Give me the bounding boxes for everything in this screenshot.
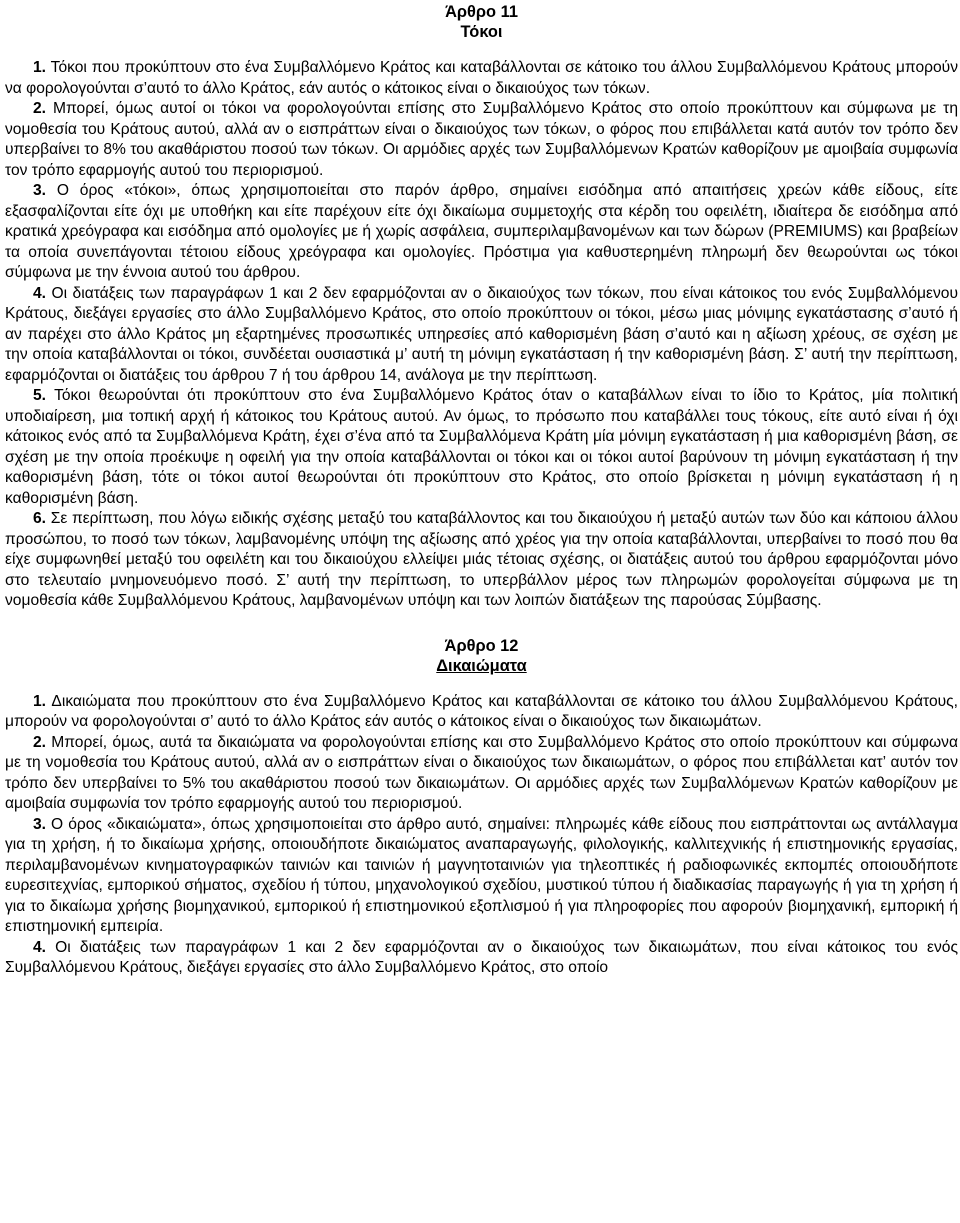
paragraph-number: 4. [33, 284, 47, 302]
article-11-paragraph-5 [5, 386, 958, 509]
paragraph-text: Τόκοι θεωρούνται ότι προκύπτουν στο ένα Συμβαλλόμενο Κράτος όταν ο καταβάλλων είναι το ίδιο το Κράτος, μία πολιτική υποδιαίρεση, μια τοπική αρχή ή κάτοικος του Κράτους αυτού. Αν όμως, το πρόσωπο που καταβάλλει τους τόκους, είτε αυτό είναι ή όχι κάτοικος ενός από τα Συμβαλλόμενα Κράτη, έχει σ’ένα από τα Συμβαλλόμενα Κράτη μία μόνιμη εγκατάσταση ή μια καθορισμένη βάση, σε σχέση με την οποία προέκυψε η οφειλή για την οποία καταβάλλονται οι τόκοι και οι τόκοι αυτοί βαρύνουν τη μόνιμη εγκατάσταση ή την καθορισμένη βάση, τότε οι τόκοι αυτοί θεωρούνται ότι προκύπτουν στο Κράτος, στο οποίο βρίσκεται η μόνιμη εγκατάσταση ή η καθορισμένη βάση. [5, 387, 958, 507]
paragraph-text: Ο όρος «τόκοι», όπως χρησιμοποιείται στο παρόν άρθρο, σημαίνει εισόδημα από απαιτήσεις χρεών κάθε είδους, είτε εξασφαλίζονται είτε όχι με υποθήκη και είτε παρέχουν είτε όχι δικαίωμα συμμετοχής στα κέρδη του οφειλέτη, ιδιαίτερα δε εισόδημα από κρατικά χρεόγραφα και εισόδημα από ομολογίες με ή χωρίς ασφάλεια, συμπεριλαμβανομένων και των δώρων (PREMIUMS) και βραβείων τα οποία συνεπάγονται τέτοιου είδους χρεόγραφα και ομολογίες. Πρόστιμα για καθυστερημένη πληρωμή δεν θεωρούνται ως τόκοι σύμφωνα με την έννοια αυτού του άρθρου. [5, 182, 958, 281]
paragraph-text: Τόκοι που προκύπτουν στο ένα Συμβαλλόμενο Κράτος και καταβάλλονται σε κάτοικο του άλλου Συμβαλλόμενου Κράτους μπορούν να φορολογούνται σ’αυτό το άλλο Κράτος, εάν αυτός ο κάτοικος είναι ο δικαιούχος των τόκων. [5, 59, 958, 97]
paragraph-number: 4. [33, 938, 47, 956]
article-11-paragraph-3 [5, 181, 958, 284]
article-12 [5, 636, 958, 979]
article-12-paragraph-1 [5, 692, 958, 733]
paragraph-text: Μπορεί, όμως αυτοί οι τόκοι να φορολογούνται επίσης στο Συμβαλλόμενο Κράτος στο οποίο προκύπτουν και σύμφωνα με τη νομοθεσία του Κράτους αυτού, αλλά αν ο εισπράττων είναι ο δικαιούχος των τόκων, ο φόρος που επιβάλλεται κατά αυτόν τον τρόπο δεν υπερβαίνει το 8% του ακαθάριστου ποσού των τόκων. Οι αρμόδιες αρχές των Συμβαλλόμενων Κρατών καθορίζουν με αμοιβαία συμφωνία τον τρόπο εφαρμογής αυτού του περιορισμού. [5, 100, 958, 179]
article-11-heading [5, 0, 958, 42]
article-12-title: Άρθρο 12 [444, 636, 519, 655]
paragraph-number: 2. [33, 100, 47, 117]
paragraph-text: Οι διατάξεις των παραγράφων 1 και 2 δεν εφαρμόζονται αν ο δικαιούχος των τόκων, που είναι κάτοικος του ενός Συμβαλλόμενου Κράτους, διεξάγει εργασίες στο άλλο Συμβαλλόμενο Κράτος, στο οποίο προκύπτουν οι τόκοι, μέσω μιας μόνιμης εγκατάστασης σ’αυτό ή αν παρέχει στο άλλο Κράτος μη εξαρτημένες προσωπικές υπηρεσίες από καθορισμένη βάση σ’αυτό και η αξίωση χρέους, σε σχέση με την οποία καταβάλλονται οι τόκοι, συνδέεται ουσιαστικά μ’ αυτή τη μόνιμη εγκατάσταση ή την καθορισμένη βάση. Σ’ αυτή την περίπτωση, εφαρμόζονται οι διατάξεις του άρθρου 7 ή του άρθρου 14, ανάλογα με την περίπτωση. [5, 284, 958, 384]
article-11-title: Άρθρο 11 [445, 3, 518, 21]
article-11-paragraph-2 [5, 99, 958, 181]
article-11-subtitle: Τόκοι [460, 23, 503, 41]
article-12-heading [5, 636, 958, 676]
paragraph-number: 1. [33, 59, 47, 76]
article-12-paragraph-3 [5, 815, 958, 938]
article-12-paragraph-4 [5, 938, 958, 979]
paragraph-text: Μπορεί, όμως, αυτά τα δικαιώματα να φορολογούνται επίσης και στο Συμβαλλόμενο Κράτος στο οποίο προκύπτουν και σύμφωνα με τη νομοθεσία του Κράτους αυτού, αλλά αν ο εισπράττων είναι ο δικαιούχος των δικαιωμάτων, ο φόρος που επιβάλλεται κατ’ αυτόν τον τρόπο δεν υπερβαίνει το 5% του ακαθάριστου ποσού των δικαιωμάτων. Οι αρμόδιες αρχές των Συμβαλλόμενων Κρατών καθορίζουν με αμοιβαία συμφωνία τον τρόπο εφαρμογής αυτού του περιορισμού. [5, 733, 958, 812]
article-12-paragraph-2 [5, 733, 958, 815]
paragraph-number: 2. [33, 733, 47, 751]
paragraph-text: Ο όρος «δικαιώματα», όπως χρησιμοποιείται στο άρθρο αυτό, σημαίνει: πληρωμές κάθε είδους που εισπράττονται ως αντάλλαγμα για τη χρήση, ή το δικαίωμα χρήσης, οποιουδήποτε δικαιώματος αναπαραγωγής, φιλολογικής, καλλιτεχνικής ή επιστημονικής εργασίας, περιλαμβανομένων κινηματογραφικών ταινιών και ταινιών ή μαγνητοταινιών για τηλεοπτικές ή ραδιοφωνικές εκπομπές οποιουδήποτε ευρεσιτεχνίας, εμπορικού σήματος, σχεδίου ή τύπου, μηχανολογικού σχεδίου, μυστικού τύπου ή διαδικασίας παραγωγής ή για τη χρήση ή για το δικαίωμα χρήσης βιομηχανικού, εμπορικού ή επιστημονικού εξοπλισμού ή για πληροφορίες που αφορούν βιομηχανική, εμπορική ή επιστημονική εμπειρία. [5, 815, 958, 935]
article-11-paragraph-1 [5, 58, 958, 99]
paragraph-number: 6. [33, 510, 47, 527]
paragraph-number: 1. [33, 692, 47, 710]
paragraph-text: Σε περίπτωση, που λόγω ειδικής σχέσης μεταξύ του καταβάλλοντος και του δικαιούχου ή μεταξύ αυτών των δύο και κάποιου άλλου προσώπου, το ποσό των τόκων, λαμβανομένης υπόψη της αξίωσης από χρέος για την οποία καταβάλλονται, υπερβαίνει το ποσό που θα είχε συμφωνηθεί μεταξύ του οφειλέτη και του δικαιούχου ελλείψει μιάς τέτοιας σχέσης, οι διατάξεις αυτού του άρθρου εφαρμόζονται μόνο στο τελευταίο μνημονευόμενο ποσό. Σ’ αυτή την περίπτωση, το υπερβάλλον μέρος των πληρωμών φορολογείται σύμφωνα με τη νομοθεσία κάθε Συμβαλλόμενου Κράτους, λαμβανομένων υπόψη και των λοιπών διατάξεων της παρούσας Σύμβασης. [5, 510, 958, 609]
paragraph-text: Δικαιώματα που προκύπτουν στο ένα Συμβαλλόμενο Κράτος και καταβάλλονται σε κάτοικο του άλλου Συμβαλλόμενου Κράτους, μπορούν να φορολογούνται σ’ αυτό το άλλο Κράτος εάν αυτός ο κάτοικος είναι ο δικαιούχος των δικαιωμάτων. [5, 692, 958, 730]
paragraph-text: Οι διατάξεις των παραγράφων 1 και 2 δεν εφαρμόζονται αν ο δικαιούχος των δικαιωμάτων, που είναι κάτοικος του ενός Συμβαλλόμενου Κράτους, διεξάγει εργασίες στο άλλο Συμβαλλόμενο Κράτος, στο οποίο [5, 938, 958, 976]
paragraph-number: 3. [33, 182, 47, 199]
article-12-subtitle: Δικαιώματα [436, 656, 527, 675]
article-11 [5, 0, 958, 612]
paragraph-number: 3. [33, 815, 47, 833]
article-11-paragraph-4 [5, 284, 958, 387]
article-11-paragraph-6 [5, 509, 958, 612]
paragraph-number: 5. [33, 387, 47, 404]
